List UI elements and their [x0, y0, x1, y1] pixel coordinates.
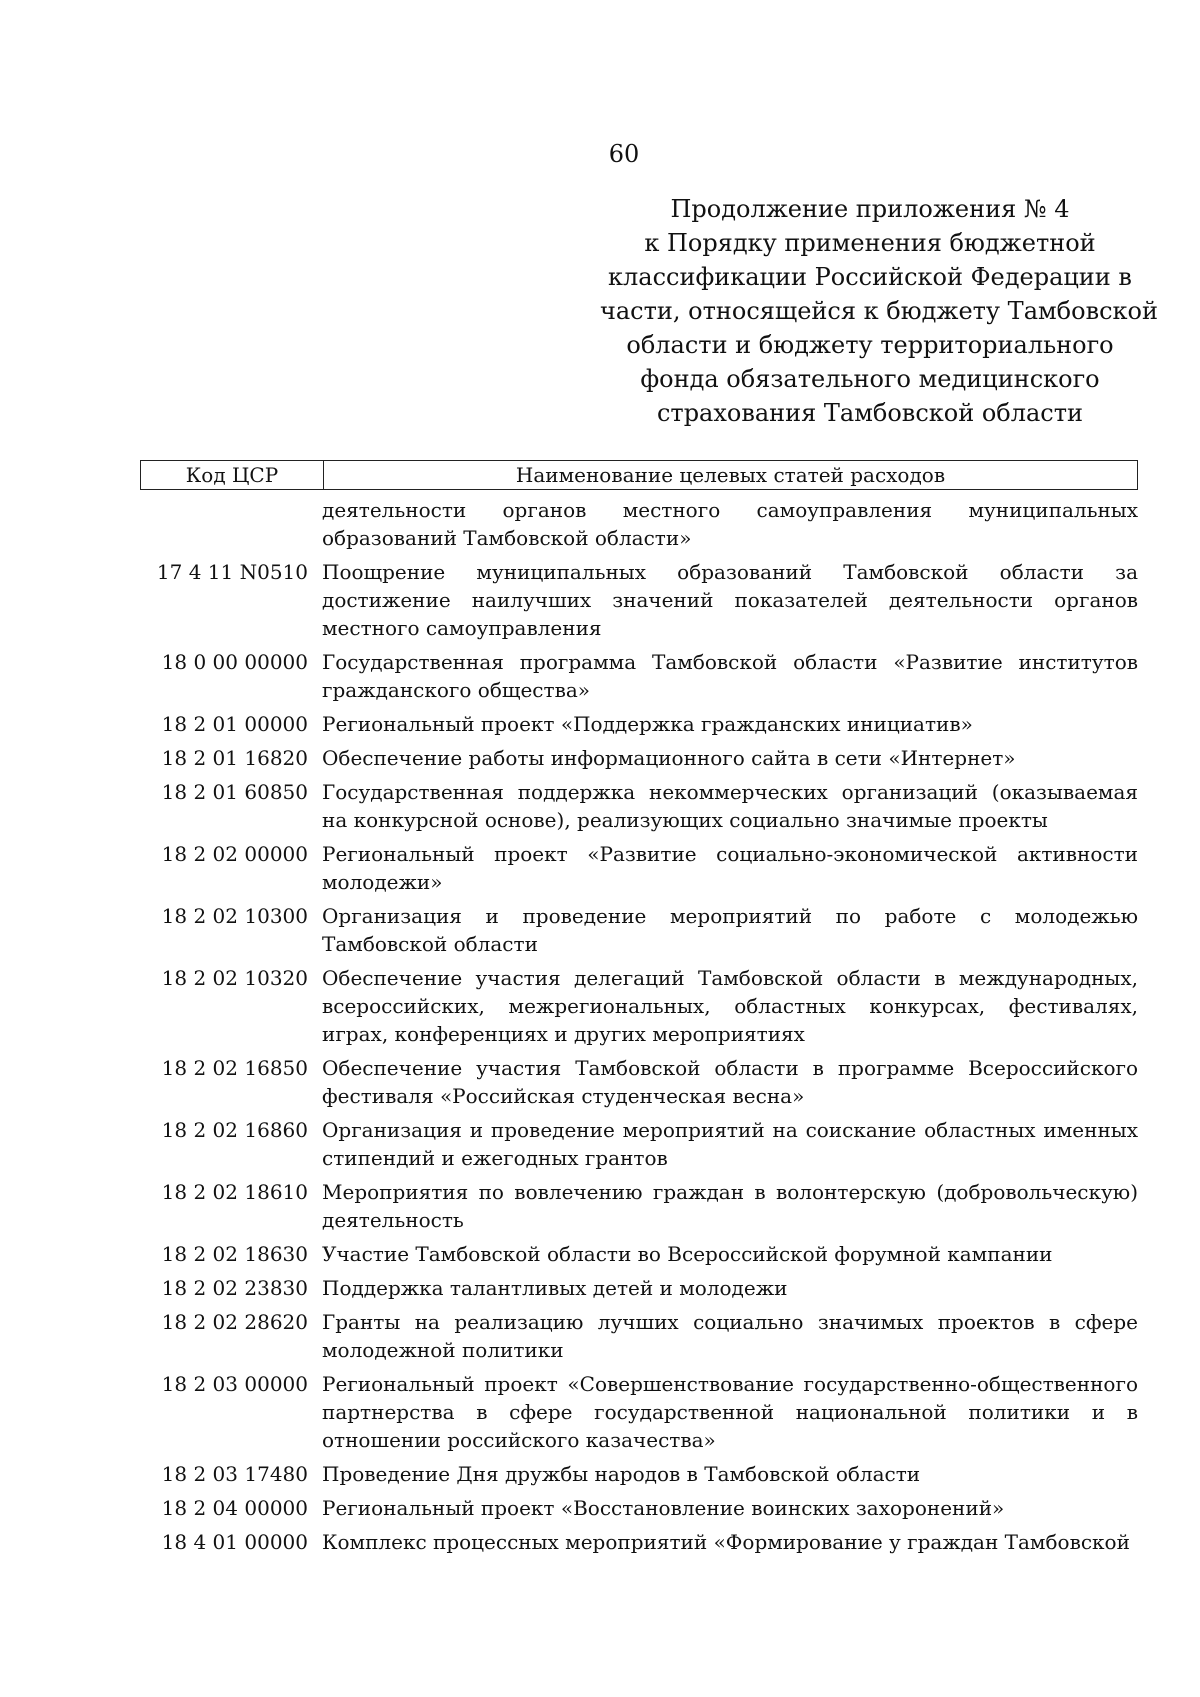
row-code: 18 2 04 00000 — [161, 1496, 308, 1520]
row-name: Организация и проведение мероприятий на соискание областных именных стипендий и ежегодных грантов — [322, 1118, 1138, 1170]
table-row — [140, 1370, 1138, 1454]
row-code: 18 2 01 16820 — [161, 746, 308, 770]
row-name: Государственная поддержка некоммерческих организаций (оказываемая на конкурсной основе), реализующих социально значимые проекты — [322, 780, 1138, 832]
table-row — [140, 1460, 1138, 1488]
row-name: Поощрение муниципальных образований Тамбовской области за достижение наилучших значений показателей деятельности органов местного самоуправления — [322, 560, 1138, 640]
table-row — [140, 1116, 1138, 1172]
table-row — [140, 1494, 1138, 1522]
row-name: Обеспечение участия Тамбовской области в программе Всероссийского фестиваля «Российская студенческая весна» — [322, 1056, 1138, 1108]
table-row — [140, 902, 1138, 958]
row-name: Государственная программа Тамбовской области «Развитие институтов гражданского общества» — [322, 650, 1138, 702]
page-number: 60 — [608, 140, 640, 168]
heading-line: Продолжение приложения № 4 — [670, 195, 1070, 223]
row-name: Поддержка талантливых детей и молодежи — [322, 1276, 788, 1300]
table-row — [140, 778, 1138, 834]
row-name: Комплекс процессных мероприятий «Формирование у граждан Тамбовской — [322, 1530, 1130, 1554]
row-name: Региональный проект «Совершенствование государственно-общественного партнерства в сфере государственной национальной политики и в отношении российского казачества» — [322, 1372, 1138, 1452]
table-row — [140, 496, 1138, 552]
table-row — [140, 1274, 1138, 1302]
row-code: 18 2 01 00000 — [161, 712, 308, 736]
appendix-heading — [600, 192, 1158, 430]
heading-line: к Порядку применения бюджетной — [644, 229, 1096, 257]
row-name: Региональный проект «Поддержка гражданских инициатив» — [322, 712, 973, 736]
row-code: 18 2 02 18630 — [161, 1242, 308, 1266]
table-row — [140, 710, 1138, 738]
table-row — [140, 964, 1138, 1048]
heading-line: фонда обязательного медицинского — [640, 365, 1100, 393]
row-code: 18 4 01 00000 — [161, 1530, 308, 1554]
table-row — [140, 558, 1138, 642]
row-code: 18 2 02 18610 — [161, 1180, 308, 1204]
row-name: Гранты на реализацию лучших социально значимых проектов в сфере молодежной политики — [322, 1310, 1138, 1362]
row-code: 18 2 02 10320 — [161, 966, 308, 990]
heading-line: классификации Российской Федерации в — [608, 263, 1132, 291]
table-header — [140, 460, 1138, 490]
heading-line: страхования Тамбовской области — [656, 399, 1084, 427]
row-name: Обеспечение участия делегаций Тамбовской области в международных, всероссийских, межрегиональных, областных конкурсах, фестивалях, играх, конференциях и других мероприятиях — [322, 966, 1138, 1046]
row-code: 18 2 02 00000 — [161, 842, 308, 866]
row-code: 18 2 02 16850 — [161, 1056, 308, 1080]
row-code: 17 4 11 N0510 — [156, 560, 308, 584]
table-row — [140, 648, 1138, 704]
row-code: 18 2 03 17480 — [161, 1462, 308, 1486]
row-code: 18 2 02 23830 — [161, 1276, 308, 1300]
row-name: Обеспечение работы информационного сайта в сети «Интернет» — [322, 746, 1016, 770]
table-row — [140, 744, 1138, 772]
table-row — [140, 840, 1138, 896]
heading-line: части, относящейся к бюджету Тамбовской — [600, 297, 1158, 325]
row-name: Региональный проект «Восстановление воинских захоронений» — [322, 1496, 1005, 1520]
column-header-name: Наименование целевых статей расходов — [515, 463, 946, 487]
table-row — [140, 1054, 1138, 1110]
expense-items-table — [140, 496, 1138, 1562]
table-row — [140, 1308, 1138, 1364]
row-name: деятельности органов местного самоуправления муниципальных образований Тамбовской области» — [322, 498, 1138, 550]
row-name: Организация и проведение мероприятий по работе с молодежью Тамбовской области — [322, 904, 1138, 956]
row-name: Мероприятия по вовлечению граждан в волонтерскую (добровольческую) деятельность — [322, 1180, 1138, 1232]
column-header-code: Код ЦСР — [141, 461, 324, 489]
row-name: Участие Тамбовской области во Всероссийской форумной кампании — [322, 1242, 1053, 1266]
row-name: Проведение Дня дружбы народов в Тамбовской области — [322, 1462, 921, 1486]
table-row — [140, 1178, 1138, 1234]
heading-line: области и бюджету территориального — [626, 331, 1114, 359]
table-row — [140, 1528, 1138, 1556]
row-code: 18 2 02 10300 — [161, 904, 308, 928]
row-name: Региональный проект «Развитие социально-экономической активности молодежи» — [322, 842, 1138, 894]
row-code: 18 0 00 00000 — [161, 650, 308, 674]
row-code: 18 2 01 60850 — [161, 780, 308, 804]
table-row — [140, 1240, 1138, 1268]
row-code: 18 2 02 28620 — [161, 1310, 308, 1334]
row-code: 18 2 03 00000 — [161, 1372, 308, 1396]
row-code: 18 2 02 16860 — [161, 1118, 308, 1142]
